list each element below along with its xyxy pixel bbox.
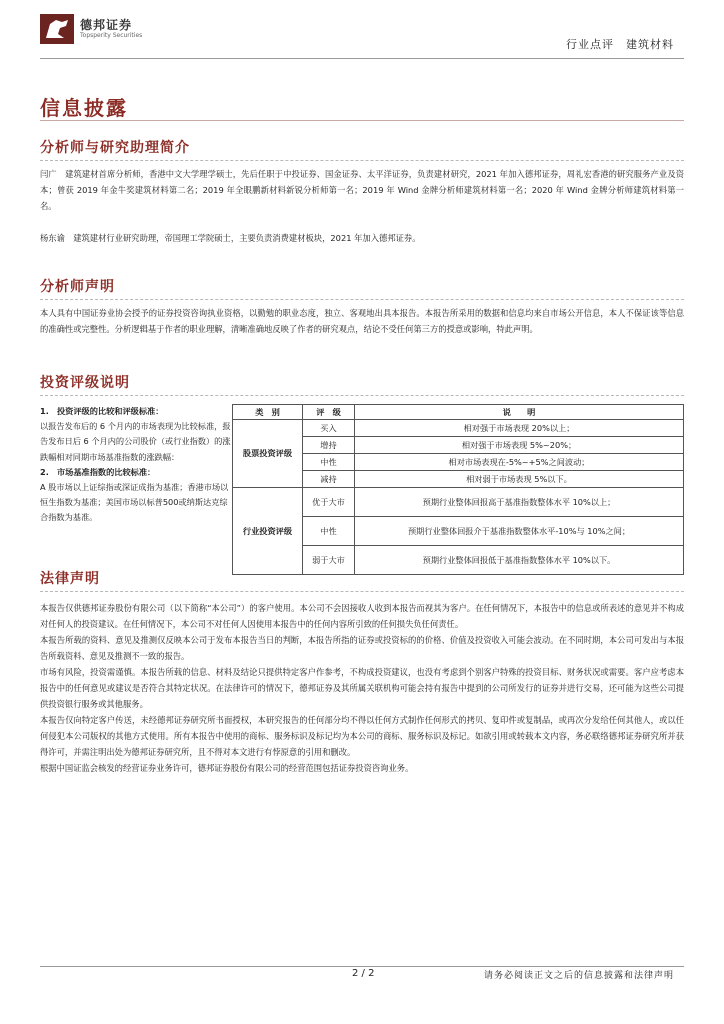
section-divider — [40, 299, 684, 300]
header-divider — [40, 58, 684, 59]
description-cell: 预期行业整体回报低于基准指数整体水平 10%以下。 — [355, 546, 684, 575]
description-cell: 相对弱于市场表现 5%以下。 — [355, 471, 684, 488]
industry-rating-category: 行业投资评级 — [233, 488, 303, 575]
page-title: 信息披露 — [40, 96, 128, 120]
law-paragraph: 市场有风险，投资需谨慎。本报告所载的信息、材料及结论只提供特定客户作参考，不构成投资建议，也没有考虑到个别客户特殊的投资目标、财务状况或需要。客户应考虑本报告中的任何意见或建议是否符合其特定状况。在法律许可的情况下，德邦证券及其所属关联机构可能会持有报告中提到的公司所发行的证券并进行交易，还可能为这些公司提供投资银行服务或其他服务。 — [40, 667, 684, 709]
rating-cell: 弱于大市 — [303, 546, 355, 575]
header-rating: 评 级 — [303, 405, 355, 420]
rating-cell: 减持 — [303, 471, 355, 488]
rating-cell: 中性 — [303, 454, 355, 471]
footer-divider — [40, 966, 684, 967]
section-divider — [40, 395, 684, 396]
law-paragraph: 本报告仅供德邦证券股份有限公司（以下简称“本公司”）的客户使用。本公司不会因接收人收到本报告而视其为客户。在任何情况下，本报告中的信息或所表述的意见并不构成对任何人的投资建议。在任何情况下，本公司不对任何人因使用本报告中的任何内容所引致的任何损失负任何责任。 — [40, 603, 684, 629]
page-number: 2 / 2 — [352, 968, 375, 979]
rating-cell: 中性 — [303, 517, 355, 546]
rating-criteria-heading-1: 1. 投资评级的比较和评级标准： — [40, 406, 164, 416]
analyst-section-title: 分析师与研究助理简介 — [40, 140, 190, 156]
statement-text: 本人具有中国证券业协会授予的证券投资咨询执业资格，以勤勉的职业态度，独立、客观地出具本报告。本报告所采用的数据和信息均来自市场公开信息，本人不保证该等信息的准确性或完整性。分析逻辑基于作者的职业理解，清晰准确地反映了作者的研究观点，结论不受任何第三方的授意或影响，特此声明。 — [40, 308, 684, 334]
description-cell: 相对强于市场表现 5%~20%； — [355, 437, 684, 454]
table-row — [233, 488, 684, 517]
law-paragraph: 根据中国证监会核发的经营证券业务许可，德邦证券股份有限公司的经营范围包括证券投资咨询业务。 — [40, 763, 414, 773]
footer-note: 请务必阅读正文之后的信息披露和法律声明 — [483, 971, 674, 981]
law-paragraph: 本报告仅向特定客户传送，未经德邦证券研究所书面授权，本研究报告的任何部分均不得以任何方式制作任何形式的拷贝、复印件或复制品，或再次分发给任何其他人，或以任何侵犯本公司版权的其他方式使用。所有本报告中使用的商标、服务标识及标记均为本公司的商标、服务标识及标记。如欲引用或转载本文内容，务必联络德邦证券研究所并获得许可，并需注明出处为德邦证券研究所，且不得对本文进行有悖原意的引用和删改。 — [40, 715, 684, 757]
header-category: 行业点评 建筑材料 — [566, 38, 674, 51]
rating-criteria-text-2: A 股市场以上证综指或深证成指为基准；香港市场以恒生指数为基准；美国市场以标普500或纳斯达克综合指数为基准。 — [40, 482, 229, 523]
section-divider — [40, 591, 684, 592]
logo-mark-icon — [40, 14, 74, 44]
analyst-bio-1: 闫广 建筑建材首席分析师，香港中文大学理学硕士，先后任职于中投证券、国金证券、太平洋证券，负责建材研究，2021 年加入德邦证券，周礼宏香港的研究服务产业及资本；曾获 2019 年金牛奖建筑材料第二名；2019 年全眼鹏新材料新锐分析师第一名；2019 年 Wind 金牌分析师建筑材料第一名；2020 年 Wind 金牌分析师建筑材料第一名。 — [40, 169, 684, 211]
header-description: 说 明 — [355, 405, 684, 420]
rating-criteria-text-1: 以报告发布后的 6 个月内的市场表现为比较标准，报告发布日后 6 个月内的公司股价（或行业指数）的涨跌幅相对同期市场基准指数的涨跌幅： — [40, 421, 231, 462]
table-header-row — [233, 405, 684, 420]
law-text — [40, 600, 684, 776]
rating-table — [232, 404, 684, 575]
statement-section-title: 分析师声明 — [40, 279, 115, 295]
table-row — [233, 420, 684, 437]
analyst-bio-2: 杨东谕 建筑建材行业研究助理，帝国理工学院硕士，主要负责消费建材板块，2021 年加入德邦证券。 — [40, 233, 421, 243]
law-section-title: 法律声明 — [40, 571, 100, 587]
rating-criteria-heading-2: 2. 市场基准指数的比较标准： — [40, 466, 156, 477]
description-cell: 相对强于市场表现 20%以上； — [355, 420, 684, 437]
law-paragraph: 本报告所载的资料、意见及推测仅反映本公司于发布本报告当日的判断，本报告所指的证券或投资标的的价格、价值及投资收入可能会波动。在不同时期，本公司可发出与本报告所载资料、意见及推测不一致的报告。 — [40, 635, 684, 661]
title-divider — [40, 120, 684, 121]
logo-company-english: Topsperity Securities — [80, 32, 143, 39]
logo-company-name: 德邦证券 — [80, 18, 133, 32]
rating-block — [40, 404, 684, 565]
rating-cell: 增持 — [303, 437, 355, 454]
rating-criteria — [40, 404, 232, 526]
company-logo — [40, 14, 74, 44]
rating-cell: 买入 — [303, 420, 355, 437]
description-cell: 预期行业整体回报介于基准指数整体水平-10%与 10%之间； — [355, 517, 684, 546]
section-divider — [40, 160, 684, 161]
description-cell: 相对市场表现在-5%~+5%之间波动； — [355, 454, 684, 471]
rating-section-title: 投资评级说明 — [40, 375, 130, 391]
description-cell: 预期行业整体回报高于基准指数整体水平 10%以上； — [355, 488, 684, 517]
rating-cell: 优于大市 — [303, 488, 355, 517]
stock-rating-category: 股票投资评级 — [233, 420, 303, 488]
header-category: 类 别 — [233, 405, 303, 420]
